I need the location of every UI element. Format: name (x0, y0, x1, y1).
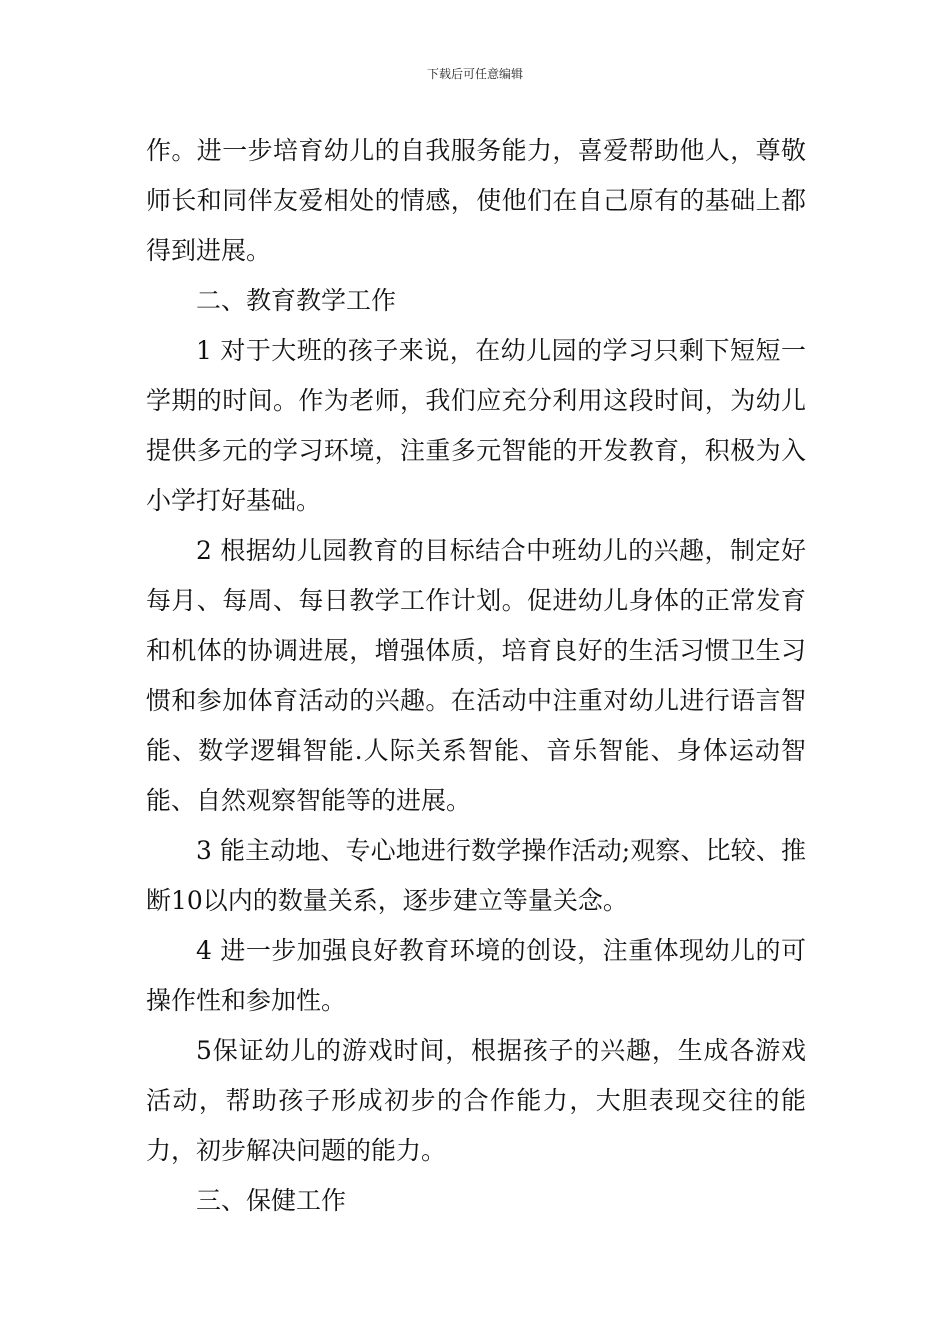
paragraph-item-4: 4 进一步加强良好教育环境的创设，注重体现幼儿的可操作性和参加性。 (146, 936, 806, 1015)
section-heading-health: 三、保健工作 (196, 1186, 347, 1215)
paragraph-item-2: 2 根据幼儿园教育的目标结合中班幼儿的兴趣，制定好每月、每周、每日教学工作计划。促进幼儿身体的正常发育和机体的协调进展，增强体质，培育良好的生活习惯卫生习惯和参加体育活动的兴趣。在活动中注重对幼儿进行语言智能、数学逻辑智能.人际关系智能、音乐智能、身体运动智能、自然观察智能等的进展。 (146, 536, 806, 815)
section-heading-teaching: 二、教育教学工作 (196, 286, 397, 315)
document-body (146, 126, 806, 1226)
paragraph-item-3: 3 能主动地、专心地进行数学操作活动;观察、比较、推断10以内的数量关系，逐步建立等量关念。 (146, 836, 806, 915)
paragraph-item-5: 5保证幼儿的游戏时间，根据孩子的兴趣，生成各游戏活动，帮助孩子形成初步的合作能力，大胆表现交往的能力，初步解决问题的能力。 (146, 1036, 806, 1165)
page-header: 下载后可任意编辑 (426, 67, 523, 81)
paragraph-item-1: 1 对于大班的孩子来说，在幼儿园的学习只剩下短短一学期的时间。作为老师，我们应充分利用这段时间，为幼儿提供多元的学习环境，注重多元智能的开发教育，积极为入小学打好基础。 (146, 336, 806, 515)
paragraph-1: 作。进一步培育幼儿的自我服务能力，喜爱帮助他人，尊敬师长和同伴友爱相处的情感，使他们在自己原有的基础上都得到进展。 (146, 136, 806, 265)
